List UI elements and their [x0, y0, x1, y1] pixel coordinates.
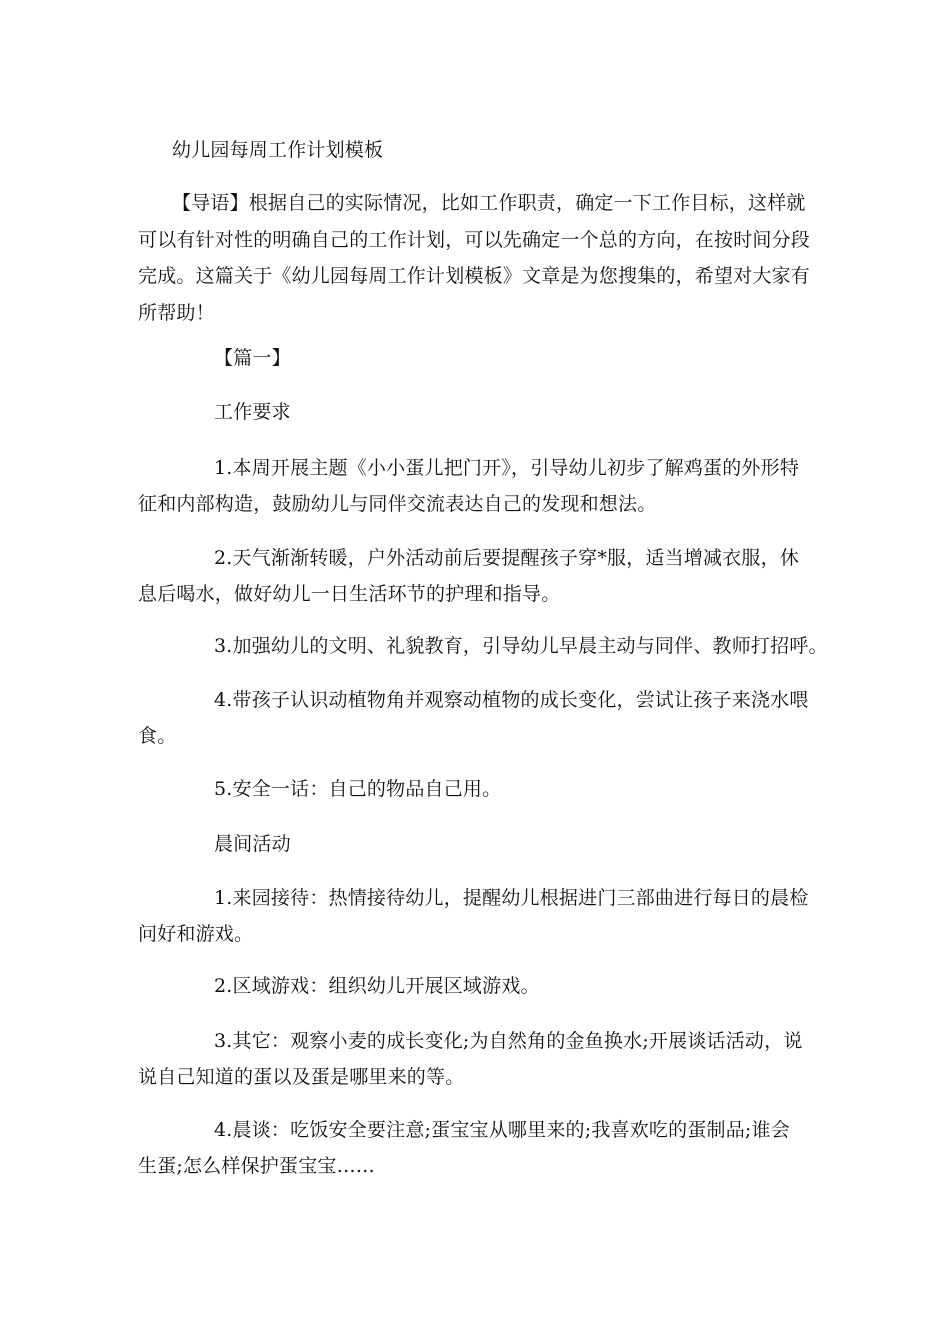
morning-item-line: 4.晨谈：吃饭安全要注意;蛋宝宝从哪里来的;我喜欢吃的蛋制品;谁会: [214, 1119, 790, 1141]
requirement-item-line: 3.加强幼儿的文明、礼貌教育，引导幼儿早晨主动与同伴、教师打招呼。: [214, 635, 828, 657]
requirement-item-line: 1.本周开展主题《小小蛋儿把门开》，引导幼儿初步了解鸡蛋的外形特: [214, 457, 800, 479]
morning-item-line: 2.区域游戏：组织幼儿开展区域游戏。: [214, 975, 540, 997]
document-title: 幼儿园每周工作计划模板: [172, 139, 384, 161]
intro-line: 所帮助！: [138, 302, 215, 324]
requirement-item-line: 食。: [138, 725, 177, 747]
morning-activities-heading: 晨间活动: [214, 833, 291, 855]
requirement-item-line: 息后喝水，做好幼儿一日生活环节的护理和指导。: [138, 583, 561, 605]
morning-item-line: 生蛋;怎么样保护蛋宝宝……: [138, 1155, 376, 1177]
requirement-item-line: 4.带孩子认识动植物角并观察动植物的成长变化，尝试让孩子来浇水喂: [214, 689, 809, 711]
intro-line: 【导语】根据自己的实际情况，比如工作职责，确定一下工作目标，这样就: [172, 192, 806, 214]
section-title: 【篇一】: [214, 347, 291, 369]
requirement-item-line: 5.安全一话：自己的物品自己用。: [214, 778, 502, 800]
morning-item-line: 说自己知道的蛋以及蛋是哪里来的等。: [138, 1066, 465, 1088]
requirement-item-line: 征和内部构造，鼓励幼儿与同伴交流表达自己的发现和想法。: [138, 493, 657, 515]
intro-line: 可以有针对性的明确自己的工作计划，可以先确定一个总的方向，在按时间分段: [138, 229, 811, 251]
intro-line: 完成。这篇关于《幼儿园每周工作计划模板》文章是为您搜集的，希望对大家有: [138, 265, 811, 287]
work-requirements-heading: 工作要求: [214, 401, 291, 423]
requirement-item-line: 2.天气渐渐转暖，户外活动前后要提醒孩子穿*服，适当增减衣服，休: [214, 547, 800, 569]
morning-item-line: 3.其它：观察小麦的成长变化;为自然角的金鱼换水;开展谈话活动，说: [214, 1030, 803, 1052]
morning-item-line: 问好和游戏。: [138, 923, 254, 945]
morning-item-line: 1.来园接待：热情接待幼儿，提醒幼儿根据进门三部曲进行每日的晨检: [214, 887, 809, 909]
